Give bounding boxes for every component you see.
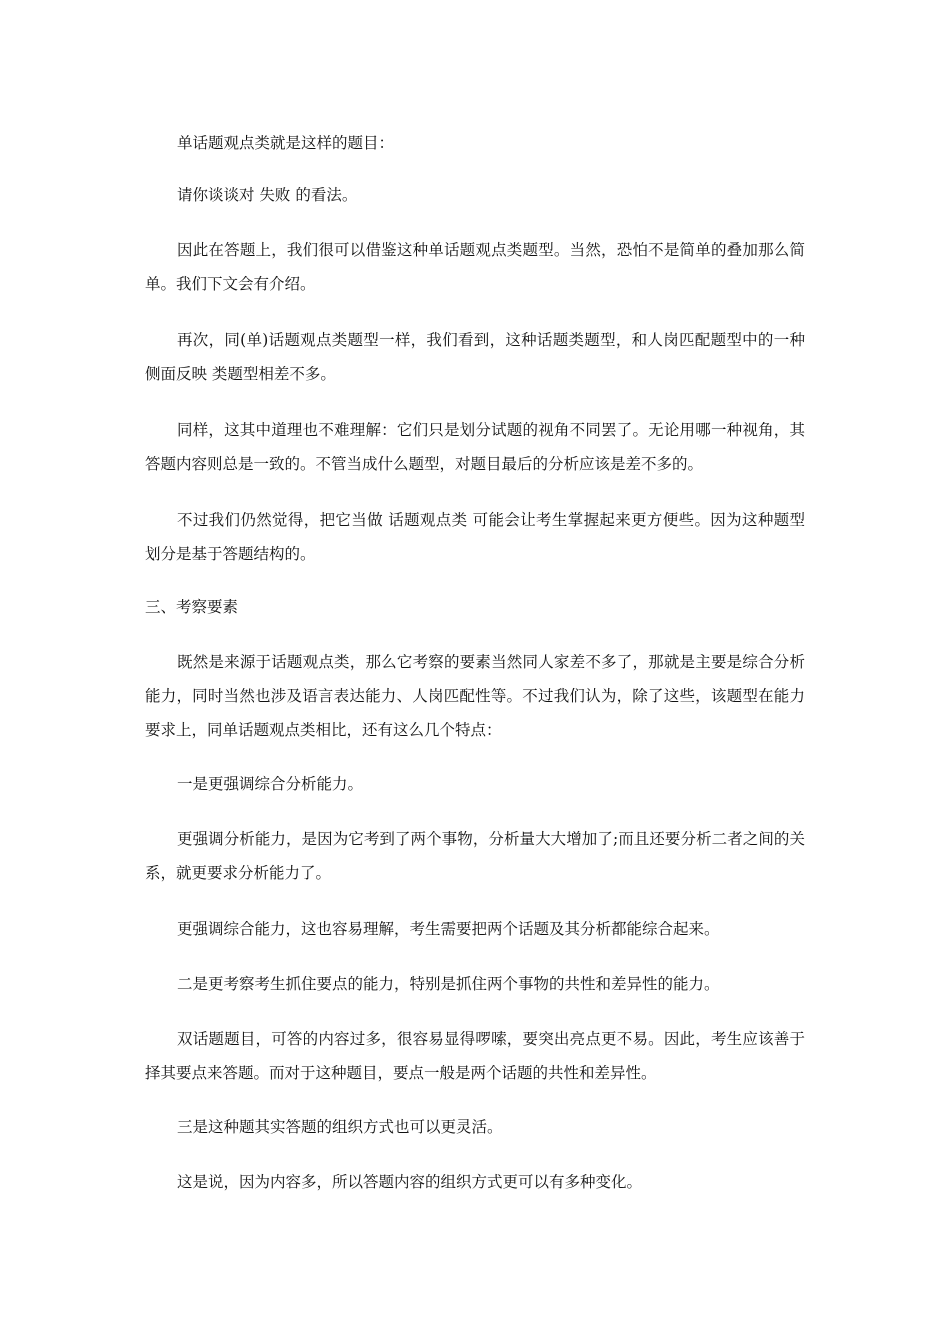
paragraph-13: 三是这种题其实答题的组织方式也可以更灵活。: [177, 1118, 503, 1136]
paragraph-3: 因此在答题上，我们很可以借鉴这种单话题观点类题型。当然，恐怕不是简单的叠加那么简单。我们下文会有介绍。: [145, 241, 805, 293]
paragraph-5: 同样，这其中道理也不难理解：它们只是划分试题的视角不同罢了。无论用哪一种视角，其答题内容则总是一致的。不管当成什么题型，对题目最后的分析应该是差不多的。: [145, 421, 805, 473]
paragraph-8: 一是更强调综合分析能力。: [177, 775, 364, 793]
paragraph-4: 再次，同(单)话题观点类题型一样，我们看到，这种话题类题型，和人岗匹配题型中的一种 侧面反映 类题型相差不多。: [145, 331, 805, 383]
section-heading: 三、考察要素: [145, 598, 239, 616]
paragraph-10: 更强调综合能力，这也容易理解，考生需要把两个话题及其分析都能综合起来。: [177, 920, 720, 938]
paragraph-1: 单话题观点类就是这样的题目：: [177, 134, 395, 152]
paragraph-12: 双话题题目，可答的内容过多，很容易显得啰嗦，要突出亮点更不易。因此，考生应该善于择其要点来答题。而对于这种题目，要点一般是两个话题的共性和差异性。: [145, 1030, 805, 1082]
paragraph-6: 不过我们仍然觉得，把它当做 话题观点类 可能会让考生掌握起来更方便些。因为这种题型划分是基于答题结构的。: [145, 511, 805, 563]
paragraph-14: 这是说，因为内容多，所以答题内容的组织方式更可以有多种变化。: [177, 1173, 643, 1191]
paragraph-9: 更强调分析能力，是因为它考到了两个事物，分析量大大增加了;而且还要分析二者之间的关系，就更要求分析能力了。: [145, 830, 805, 882]
paragraph-7: 既然是来源于话题观点类，那么它考察的要素当然同人家差不多了，那就是主要是综合分析能力，同时当然也涉及语言表达能力、人岗匹配性等。不过我们认为，除了这些，该题型在能力要求上，同单话题观点类相比，还有这么几个特点：: [145, 653, 805, 739]
paragraph-11: 二是更考察考生抓住要点的能力，特别是抓住两个事物的共性和差异性的能力。: [177, 975, 720, 993]
paragraph-2: 请你谈谈对 失败 的看法。: [177, 186, 358, 204]
